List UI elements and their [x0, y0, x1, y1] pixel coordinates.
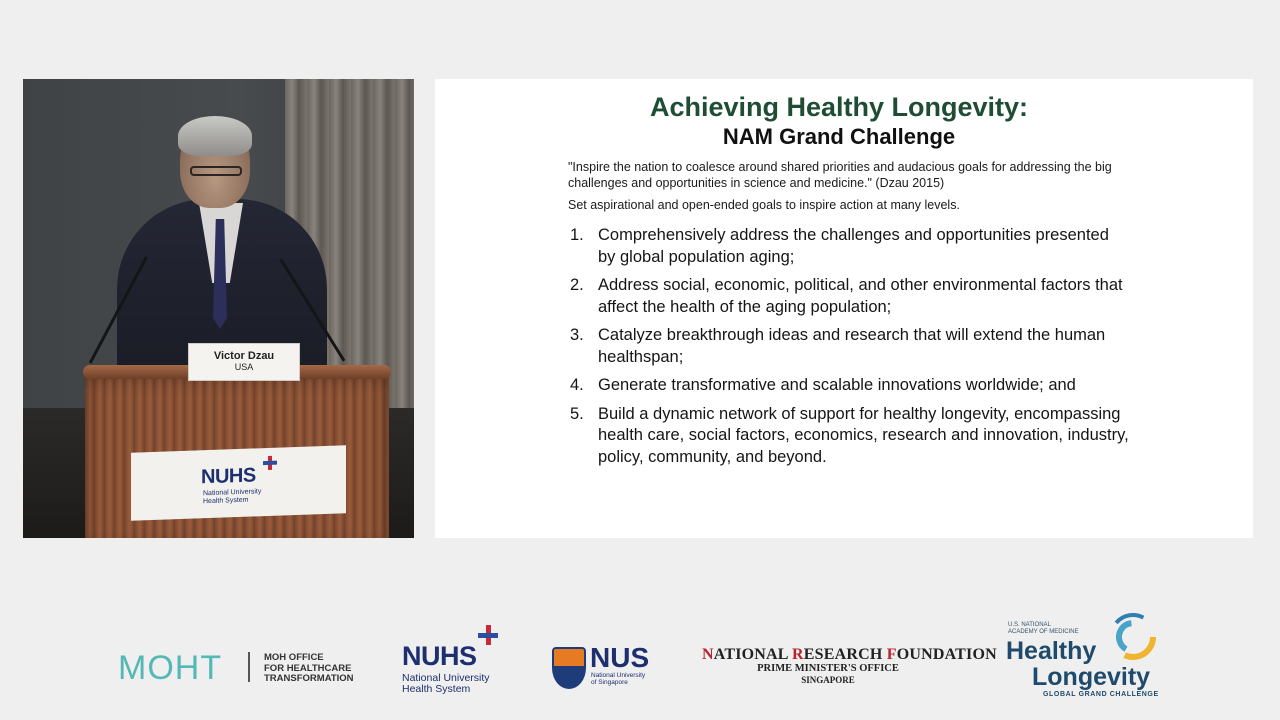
nrf-subtitle-1: PRIME MINISTER'S OFFICE [757, 663, 899, 674]
moht-logo: MOHT [118, 649, 223, 687]
nuhs-subtitle-line1: National University [402, 672, 490, 684]
goal-number: 1. [570, 226, 584, 244]
nuhs-logo: NUHS [402, 641, 477, 671]
nus-subtitle-line1: National University [591, 672, 646, 679]
podium-sign-subtitle-line2: Health System [203, 496, 249, 506]
podium-sign-logo: NUHS [201, 464, 256, 489]
nrf-initial-r: R [791, 646, 804, 663]
speaker-video [23, 79, 414, 538]
goal-number: 5. [570, 404, 584, 423]
nrf-initial-f: F [886, 646, 897, 663]
nuhs-cross-icon [263, 456, 277, 470]
nameplate-name: Victor Dzau [213, 350, 275, 362]
nuhs-cross-icon [478, 625, 498, 645]
moht-divider [248, 652, 250, 682]
goal-number: 2. [570, 276, 584, 294]
healthy-longevity-swirl-icon [1104, 608, 1162, 666]
moht-subtitle [264, 653, 354, 685]
nus-subtitle-line2: of Singapore [591, 679, 628, 686]
nuhs-subtitle-line2: Health System [402, 683, 471, 695]
goal-item [570, 225, 1130, 268]
nrf-word-3: OUNDATION [896, 646, 997, 663]
moht-subtitle-line2: FOR HEALTHCARE [264, 662, 352, 674]
slide-intro: Set aspirational and open-ended goals to inspire action at many levels. [568, 198, 960, 212]
moht-subtitle-line3: TRANSFORMATION [264, 673, 354, 684]
healthy-longevity-word2: Longevity [1032, 663, 1151, 691]
nrf-subtitle-2: SINGAPORE [801, 675, 855, 685]
healthy-longevity-word1: Healthy [1006, 637, 1097, 665]
goals-list [570, 225, 1130, 475]
speaker-glasses [190, 166, 242, 176]
healthy-longevity-tagline: GLOBAL GRAND CHALLENGE [1043, 691, 1159, 698]
presentation-slide [435, 79, 1253, 538]
goal-item [570, 404, 1130, 469]
moht-subtitle-line1: MOH OFFICE [264, 652, 324, 663]
nrf-word-1: ATIONAL [713, 646, 792, 663]
nrf-initial-n: N [702, 646, 714, 663]
podium-sign-subtitle [203, 488, 261, 506]
goal-text: Address social, economic, political, and other environmental factors that affect the health of the aging population; [598, 276, 1123, 316]
slide-subtitle: NAM Grand Challenge [722, 124, 956, 149]
nus-subtitle [591, 672, 645, 686]
goal-text: Build a dynamic network of support for healthy longevity, encompassing health care, social factors, economics, research and innovation, industry, policy, community, and beyond. [598, 404, 1129, 466]
podium-sign [131, 445, 346, 521]
nuhs-subtitle [402, 673, 490, 695]
healthy-longevity-org-line1: U.S. NATIONAL [1008, 622, 1051, 628]
speaker-nameplate [188, 343, 300, 381]
goal-text: Comprehensively address the challenges and opportunities presented by global population aging; [598, 226, 1109, 266]
goal-item [570, 375, 1130, 397]
nus-crest-icon [552, 647, 586, 689]
nameplate-country: USA [234, 362, 254, 372]
healthy-longevity-org-line2: ACADEMY OF MEDICINE [1008, 628, 1079, 635]
sponsor-logo-bar [0, 600, 1280, 710]
nrf-word-2: ESEARCH [803, 646, 887, 663]
goal-item [570, 275, 1130, 318]
speaker-hair [178, 116, 252, 156]
slide-quote: "Inspire the nation to coalesce around shared priorities and audacious goals for addressing the big challenges and opportunities in science and medicine." (Dzau 2015) [568, 160, 1112, 190]
nus-logo: NUS [590, 642, 650, 673]
goal-text: Generate transformative and scalable innovations worldwide; and [598, 376, 1076, 394]
podium-sign-subtitle-line1: National University [203, 488, 262, 498]
nrf-logo [702, 646, 997, 664]
goal-text: Catalyze breakthrough ideas and research that will extend the human healthspan; [598, 326, 1106, 366]
goal-number: 3. [570, 326, 584, 344]
healthy-longevity-org [1008, 622, 1079, 635]
slide-title: Achieving Healthy Longevity: [649, 92, 1029, 122]
goal-number: 4. [570, 376, 584, 394]
goal-item [570, 325, 1130, 368]
